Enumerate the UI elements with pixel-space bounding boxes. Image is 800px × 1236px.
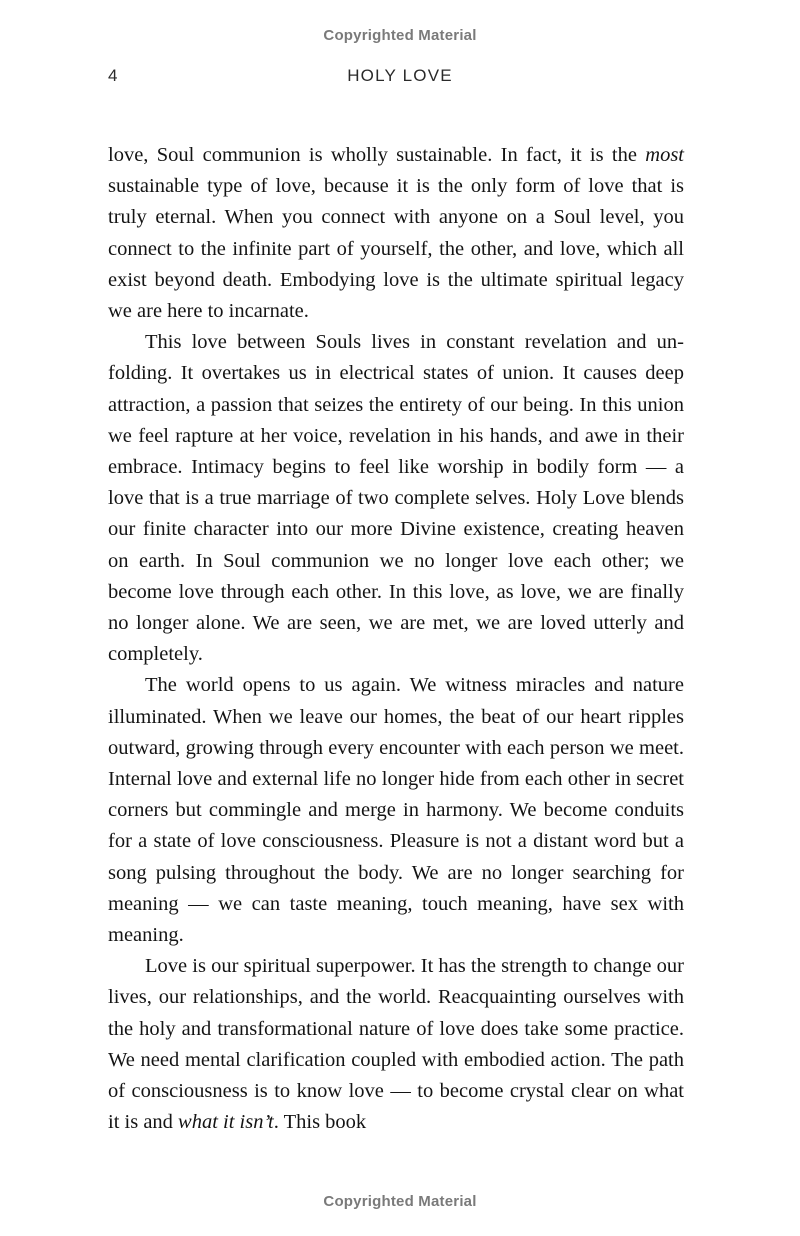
paragraph <box>108 951 684 1138</box>
emphasis-text: what it isn’t <box>178 1111 274 1134</box>
copyright-watermark-bottom: Copyrighted Material <box>323 1193 477 1210</box>
paragraph: This love between Souls lives in constant revelation and unfolding. It overtakes us in electrical states of union. It causes deep attraction, a passion that seizes the entirety of our being. In this union we feel rapture at her voice, revelation in his hands, and awe in their embrace. Intimacy begins to feel like worship in bodily form — a love that is a true marriage of two complete selves. Holy Love blends our finite character into our more Divine existence, creating heaven on earth. In Soul communion we no longer love each other; we become love through each other. In this love, as love, we are finally no longer alone. We are seen, we are met, we are loved utterly and completely. <box>108 331 684 666</box>
paragraph: The world opens to us again. We witness miracles and nature illuminated. When we leave our homes, the beat of our heart ripples outward, growing through every encounter with each person we meet. Internal love and external life no longer hide from each other in secret corners but commingle and merge in harmony. We become conduits for a state of love consciousness. Pleasure is not a distant word but a song pulsing throughout the body. We are no longer searching for meaning — we can taste meaning, touch meaning, have sex with meaning. <box>108 674 684 947</box>
body-text <box>108 140 684 1139</box>
paragraph-text: love, Soul communion is wholly sustainable. In fact, it is the <box>108 144 646 166</box>
emphasis-text: most <box>645 144 684 166</box>
copyright-watermark-top: Copyrighted Material <box>323 27 477 44</box>
running-head <box>0 66 800 86</box>
paragraph-continued <box>108 140 684 327</box>
paragraph-text: Love is our spiritual superpower. It has the strength to change our lives, our relationships, and the world. Reacquainting ourselves with the holy and transformational nature of love does take some practice. We need mental clarification coupled with embodied action. The path of consciousness is to know love — to become crystal clear on what it is and <box>108 955 684 1134</box>
book-title: HOLY LOVE <box>347 66 453 85</box>
page-number: 4 <box>108 66 118 85</box>
paragraph-text: . This book <box>273 1111 367 1134</box>
paragraph-text: sustainable type of love, because it is the only form of love that is truly eternal. When you connect with anyone on a Soul level, you connect to the infinite part of yourself, the other, and love, which all exist beyond death. Embodying love is the ultimate spiritual legacy we are here to incarnate. <box>108 175 684 323</box>
